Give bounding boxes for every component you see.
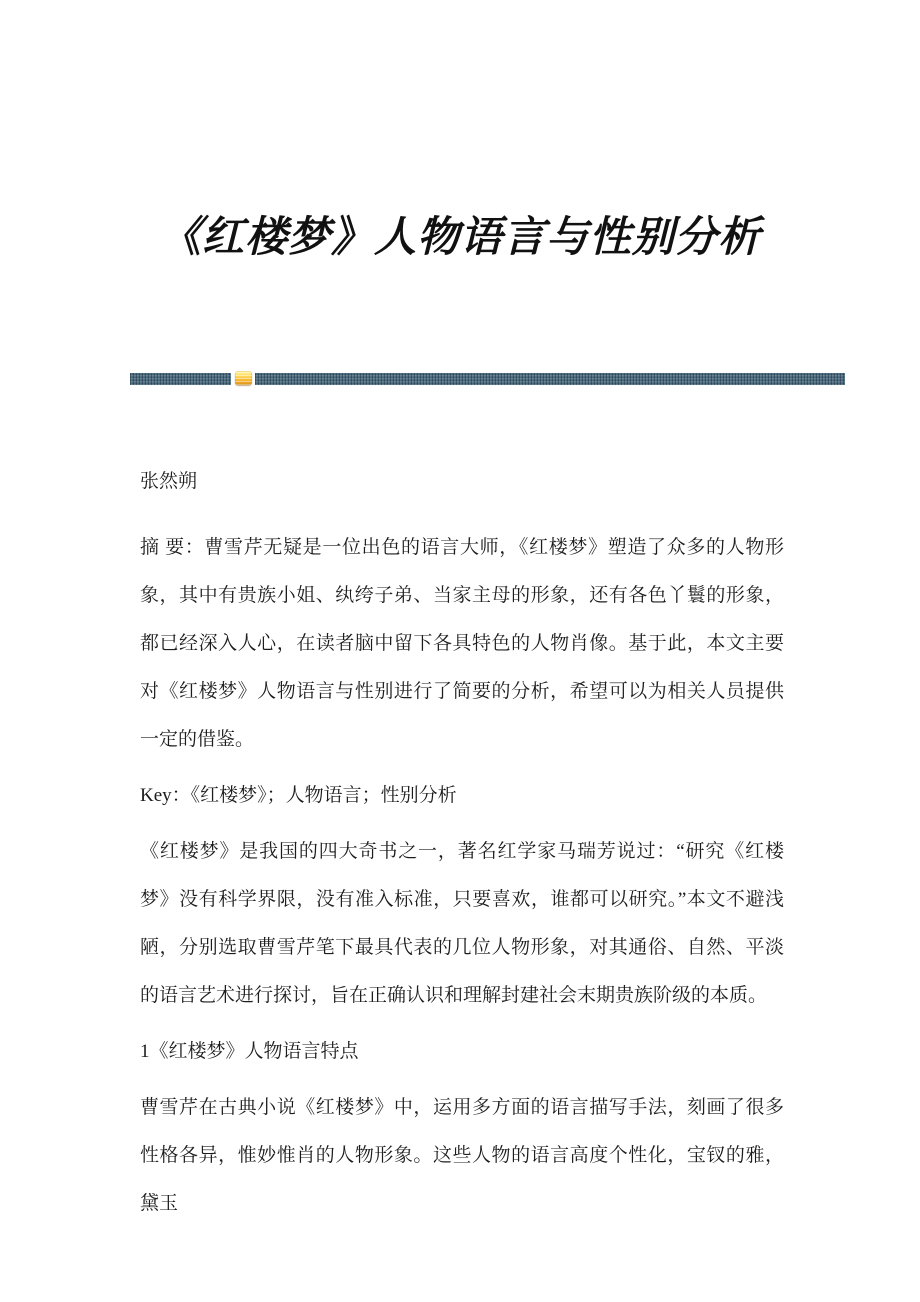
document-title: 《红楼梦》人物语言与性别分析: [158, 215, 761, 261]
title-divider: [130, 372, 845, 386]
divider-bar-right: [255, 373, 845, 385]
intro-paragraph: 《红楼梦》是我国的四大奇书之一，著名红学家马瑞芳说过：“研究《红楼梦》没有科学界限，没有准入标准，只要喜欢，谁都可以研究。”本文不避浅陋，分别选取曹雪芹笔下最具代表的几位人物形象，对其通俗、自然、平淡的语言艺术进行探讨，旨在正确认识和理解封建社会末期贵族阶级的本质。: [140, 841, 784, 1006]
keywords-line: Key：《红楼梦》；人物语言；性别分析: [140, 785, 457, 806]
section-1-heading: 1《红楼梦》人物语言特点: [140, 1041, 359, 1062]
section-1-paragraph: 曹雪芹在古典小说《红楼梦》中，运用多方面的语言描写手法，刻画了很多性格各异，惟妙惟肖的人物形象。这些人物的语言高度个性化，宝钗的雅，黛玉: [140, 1097, 784, 1214]
divider-bar-left: [130, 373, 231, 385]
article-body: [140, 458, 784, 1236]
author-name: 张然朔: [140, 471, 198, 492]
abstract-paragraph: 摘 要：曹雪芹无疑是一位出色的语言大师，《红楼梦》塑造了众多的人物形象，其中有贵族小姐、纨绔子弟、当家主母的形象，还有各色丫鬟的形象，都已经深入人心，在读者脑中留下各具特色的人物肖像。基于此，本文主要对《红楼梦》人物语言与性别进行了简要的分析，希望可以为相关人员提供一定的借鉴。: [140, 537, 784, 750]
gold-ornament-icon: [235, 371, 252, 385]
